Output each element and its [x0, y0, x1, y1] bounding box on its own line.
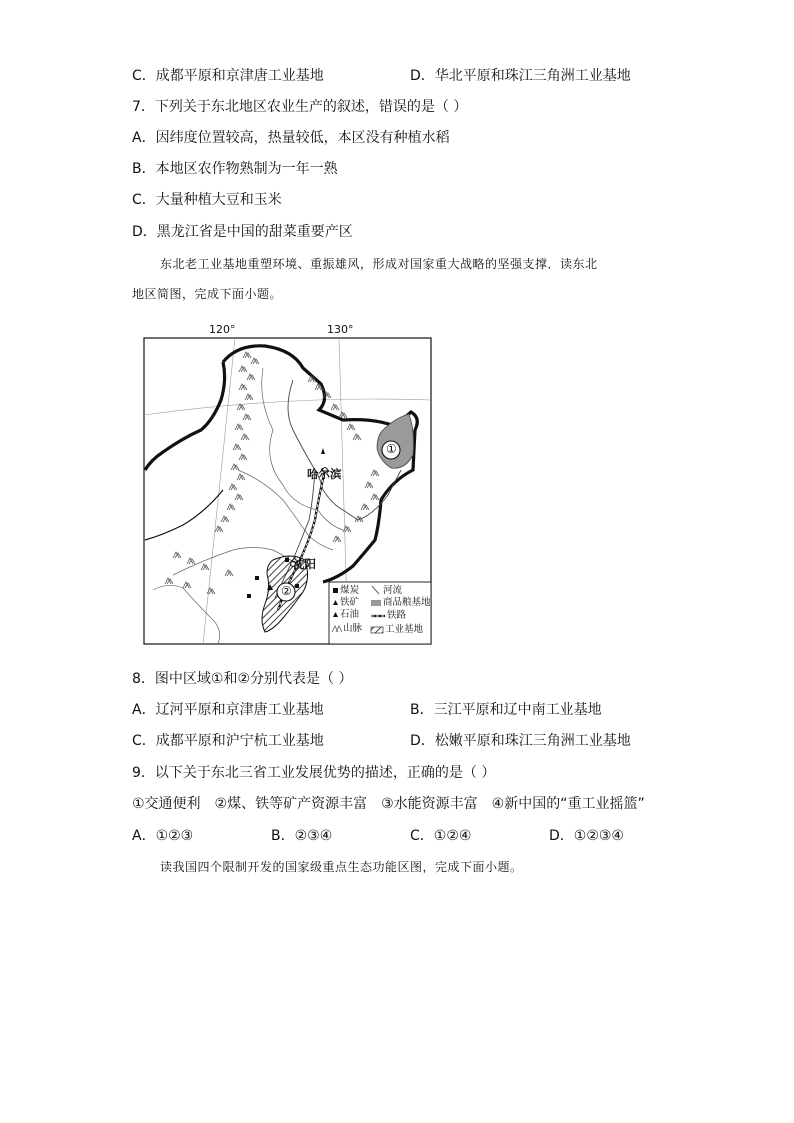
q7-option-c: C．大量种植大豆和玉米 — [132, 192, 282, 208]
q8-stem: 8．图中区域①和②分别代表是（ ） — [132, 671, 353, 687]
q9-option-a: A．①②③ — [132, 828, 194, 844]
harbin-label: 哈尔滨 — [307, 467, 342, 481]
q6-option-d: D．华北平原和珠江三角洲工业基地 — [410, 68, 631, 84]
q9-option-b: B．②③④ — [271, 828, 333, 844]
q6-option-c: C．成都平原和京津唐工业基地 — [132, 68, 324, 84]
legend-grain-base: 商品粮基地 — [383, 597, 431, 608]
q8-option-d: D．松嫩平原和珠江三角洲工业基地 — [410, 733, 631, 749]
coal-marker — [285, 558, 289, 562]
legend-river: 河流 — [383, 585, 403, 596]
q8-option-b: B．三江平原和辽中南工业基地 — [410, 702, 602, 718]
coal-marker — [247, 594, 251, 598]
q9-option-c: C．①②④ — [410, 828, 472, 844]
region2-label: ② — [281, 584, 292, 598]
legend-coal: 煤炭 — [340, 585, 360, 596]
region1-label: ① — [386, 442, 397, 456]
q9-stem: 9．以下关于东北三省工业发展优势的描述，正确的是（ ） — [132, 765, 496, 781]
longitude-120-label: 120° — [209, 323, 236, 336]
q8-option-a: A．辽河平原和京津唐工业基地 — [132, 702, 324, 718]
q8-option-c: C．成都平原和沪宁杭工业基地 — [132, 733, 324, 749]
q7-stem: 7．下列关于东北地区农业生产的叙述，错误的是（ ） — [132, 99, 468, 115]
q9-option-d: D．①②③④ — [549, 828, 624, 844]
q7-option-b: B．本地区农作物熟制为一年一熟 — [132, 161, 338, 177]
legend-mountain: 山脉 — [343, 623, 363, 634]
northeast-china-map — [143, 320, 433, 646]
q7-option-d: D．黑龙江省是中国的甜菜重要产区 — [132, 224, 353, 240]
q9-statements: ①交通便利 ②煤、铁等矿产资源丰富 ③水能资源丰富 ④新中国的“重工业摇篮” — [132, 796, 645, 812]
intro2-paragraph: 读我国四个限制开发的国家级重点生态功能区图，完成下面小题。 — [160, 860, 523, 874]
legend-iron: 铁矿 — [340, 597, 360, 608]
q7-option-a: A．因纬度位置较高，热量较低，本区没有种植水稻 — [132, 130, 450, 146]
shenyang-label: 沈阳 — [293, 557, 316, 571]
legend-oil: 石油 — [340, 609, 360, 620]
longitude-130-label: 130° — [327, 323, 354, 336]
legend-industrial-base: 工业基地 — [385, 624, 424, 635]
coal-marker — [295, 584, 299, 588]
legend-railway: 铁路 — [387, 610, 407, 621]
intro-paragraph-line2: 地区简图，完成下面小题。 — [132, 287, 283, 301]
intro-paragraph-line1: 东北老工业基地重塑环境、重振雄风，形成对国家重大战略的坚强支撑．读东北 — [160, 257, 598, 271]
coal-marker — [255, 576, 259, 580]
